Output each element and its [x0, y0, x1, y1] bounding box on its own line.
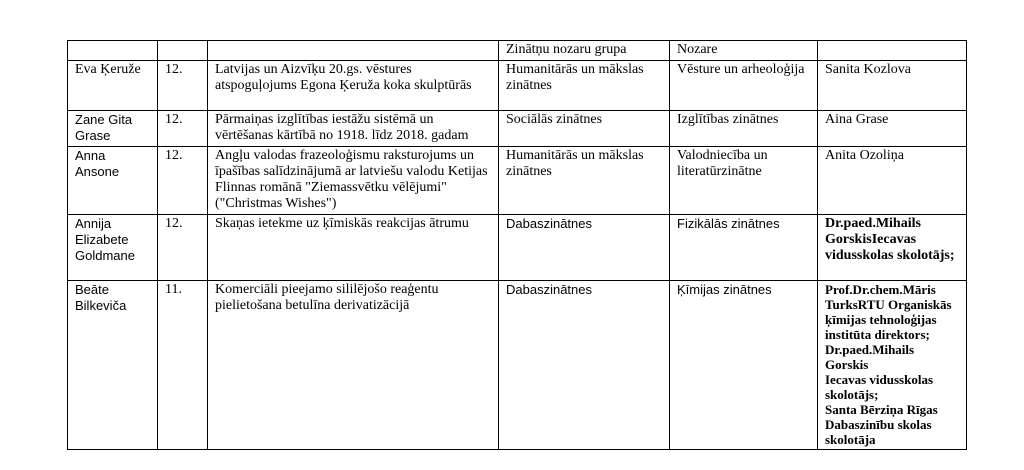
- student-name: Eva Ķeruže: [68, 61, 158, 111]
- science-field: Ķīmijas zinātnes: [670, 281, 818, 450]
- header-cell-supervisor: [818, 41, 967, 61]
- header-cell-group: Zinātņu nozaru grupa: [499, 41, 670, 61]
- science-field: Valodniecība un literatūrzinātne: [670, 147, 818, 215]
- supervisor-line: Aina Grase: [825, 112, 889, 127]
- supervisor: [818, 281, 967, 450]
- table-row: [68, 147, 967, 215]
- supervisor: [818, 61, 967, 111]
- table-row: [68, 61, 967, 111]
- science-group: Dabaszinātnes: [499, 215, 670, 281]
- work-title: Angļu valodas frazeoloģismu raksturojums un īpašības salīdzinājumā ar latviešu valodu Ketijas Flinnas romānā "Ziemassvētku vēlējumi"("Christmas Wishes"): [208, 147, 499, 215]
- student-grade: 12.: [158, 111, 208, 147]
- supervisor-line: Iecavas vidusskolas skolotājs;: [825, 372, 933, 402]
- header-cell-grade: [158, 41, 208, 61]
- student-name: Annija Elizabete Goldmane: [68, 215, 158, 281]
- science-field: Izglītības zinātnes: [670, 111, 818, 147]
- supervisor-line: Sanita Kozlova: [825, 62, 911, 77]
- work-title: Pārmaiņas izglītības iestāžu sistēmā un vērtēšanas kārtībā no 1918. līdz 2018. gadam: [208, 111, 499, 147]
- science-group: Humanitārās un mākslas zinātnes: [499, 147, 670, 215]
- header-cell-field: Nozare: [670, 41, 818, 61]
- supervisor: [818, 111, 967, 147]
- supervisor-line: Santa Bērziņa Rīgas Dabaszinību skolas skolotāja: [825, 402, 938, 447]
- supervisor-line: Prof.Dr.chem.Māris Turks: [825, 282, 936, 312]
- table-header-row: [68, 41, 967, 61]
- science-field: Vēsture un arheoloģija: [670, 61, 818, 111]
- student-name: Beāte Bilkeviča: [68, 281, 158, 450]
- student-grade: 12.: [158, 215, 208, 281]
- supervisor: [818, 147, 967, 215]
- supervisor-line: Iecavas vidusskolas skolotājs;: [825, 232, 955, 263]
- work-title: Komerciāli pieejamo sililējošo reaģentu pielietošana betulīna derivatizācijā: [208, 281, 499, 450]
- science-field: Fizikālās zinātnes: [670, 215, 818, 281]
- student-grade: 11.: [158, 281, 208, 450]
- supervisor-line: Dr.paed.Mihails Gorskis: [825, 342, 915, 372]
- header-cell-title: [208, 41, 499, 61]
- header-cell-name: [68, 41, 158, 61]
- supervisor-line: Dr.paed.Mihails Gorskis: [825, 216, 921, 247]
- student-name: Zane Gita Grase: [68, 111, 158, 147]
- student-name: Anna Ansone: [68, 147, 158, 215]
- student-grade: 12.: [158, 147, 208, 215]
- students-table: [67, 40, 967, 450]
- supervisor-line: Anita Ozoliņa: [825, 148, 904, 163]
- supervisor-line: RTU Organiskās ķīmijas tehnoloģijas institūta direktors;: [825, 297, 952, 342]
- student-grade: 12.: [158, 61, 208, 111]
- table-row: [68, 111, 967, 147]
- science-group: Humanitārās un mākslas zinātnes: [499, 61, 670, 111]
- table-row: [68, 215, 967, 281]
- science-group: Dabaszinātnes: [499, 281, 670, 450]
- supervisor: [818, 215, 967, 281]
- work-title: Latvijas un Aizvīķu 20.gs. vēstures atspoguļojums Egona Ķeruža koka skulptūrās: [208, 61, 499, 111]
- science-group: Sociālās zinātnes: [499, 111, 670, 147]
- table-row: [68, 281, 967, 450]
- work-title: Skaņas ietekme uz ķīmiskās reakcijas ātrumu: [208, 215, 499, 281]
